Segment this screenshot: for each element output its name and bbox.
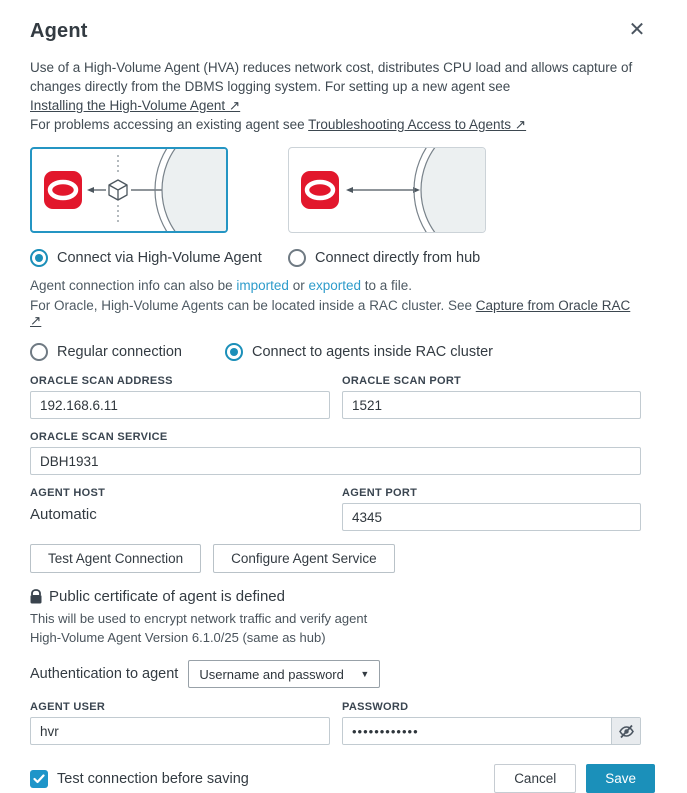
chevron-down-icon: ▼ [360,669,370,679]
auth-label: Authentication to agent [30,666,179,682]
agent-port-label: AGENT PORT [342,487,418,499]
radio-connect-via-agent[interactable]: Connect via High-Volume Agent [30,249,288,267]
check-icon [33,774,45,784]
scan-port-field-group [342,375,641,419]
certificate-line2: High-Volume Agent Version 6.1.0/25 (same as hub) [30,629,326,645]
scan-address-input[interactable] [30,391,330,419]
lock-icon [30,589,42,604]
password-field-group [342,701,641,745]
radio-connect-direct[interactable]: Connect directly from hub [288,249,480,267]
scan-address-row [30,375,641,419]
save-button[interactable]: Save [586,764,655,793]
eye-slash-icon [618,724,635,739]
configure-agent-service-button[interactable]: Configure Agent Service [213,544,395,573]
close-icon[interactable]: ✕ [628,19,646,41]
hub-circle [162,149,226,231]
agent-host-label: AGENT HOST [30,487,106,499]
test-agent-connection-button[interactable]: Test Agent Connection [30,544,201,573]
credentials-row [30,701,641,745]
scan-service-field-group [30,431,641,475]
exported-link[interactable]: exported [308,278,361,293]
scan-address-label: ORACLE SCAN ADDRESS [30,375,173,387]
direct-diagram [289,148,485,232]
certificate-title: Public certificate of agent is defined [49,588,285,605]
agent-port-field-group [342,487,641,531]
imported-link[interactable]: imported [236,278,289,293]
agent-user-field-group [30,701,330,745]
connection-mode-cards [30,147,641,233]
toggle-password-visibility-button[interactable] [611,718,640,744]
installing-hva-link[interactable]: Installing the High-Volume Agent ↗ [30,98,241,113]
radio-selected-icon [225,343,243,361]
scan-address-field-group [30,375,330,419]
rac-info-line: For Oracle, High-Volume Agents can be located inside a RAC cluster. See Capture from Oracle RAC ↗ [30,298,631,328]
agent-host-value: Automatic [30,506,97,523]
agent-user-label: AGENT USER [30,701,106,713]
hub-circle [421,148,485,232]
agent-action-buttons [30,544,641,573]
agent-host-row [30,487,641,531]
intro-line2: For problems accessing an existing agent see Troubleshooting Access to Agents ↗ [30,117,527,132]
hva-diagram [32,149,226,231]
scan-service-label: ORACLE SCAN SERVICE [30,431,168,443]
radio-unselected-icon [288,249,306,267]
scan-port-input[interactable] [342,391,641,419]
password-input-wrap [342,717,641,745]
radio-selected-icon [30,249,48,267]
rac-mode-radios [30,343,641,361]
auth-method-select[interactable] [188,660,380,688]
certificate-section [30,588,641,647]
agent-host-field-group [30,487,330,531]
certificate-line1: This will be used to encrypt network traffic and verify agent [30,611,368,626]
intro-line1: Use of a High-Volume Agent (HVA) reduces network cost, distributes CPU load and allows capture of changes directly from the DBMS logging system. For setting up a new agent see [30,60,633,94]
password-label: PASSWORD [342,701,409,713]
auth-row [30,660,641,688]
auth-selected-option: Username and password [199,666,344,682]
card-connect-direct[interactable] [288,147,486,233]
radio-rac-cluster[interactable]: Connect to agents inside RAC cluster [225,343,493,361]
test-connection-checkbox[interactable] [30,770,48,788]
agent-mode-radios [30,249,641,267]
agent-user-input[interactable] [30,717,330,745]
dialog-footer [30,764,655,793]
scan-service-input[interactable] [30,447,641,475]
radio-regular-connection[interactable]: Regular connection [30,343,225,361]
certificate-details [30,610,641,647]
card-connect-via-agent[interactable] [30,147,228,233]
certificate-title-row [30,588,641,605]
password-input[interactable] [343,718,611,744]
import-export-line: Agent connection info can also be imported or exported to a file. [30,278,413,293]
intro-text [30,58,641,134]
radio-unselected-icon [30,343,48,361]
agent-port-input[interactable] [342,503,641,531]
cancel-button[interactable]: Cancel [494,764,576,793]
scan-port-label: ORACLE SCAN PORT [342,375,462,387]
troubleshooting-link[interactable]: Troubleshooting Access to Agents ↗ [308,117,527,132]
page-title: Agent [30,20,88,42]
test-connection-checkbox-label: Test connection before saving [57,770,249,787]
capture-oracle-rac-link[interactable]: Capture from Oracle RAC ↗ [30,298,631,328]
